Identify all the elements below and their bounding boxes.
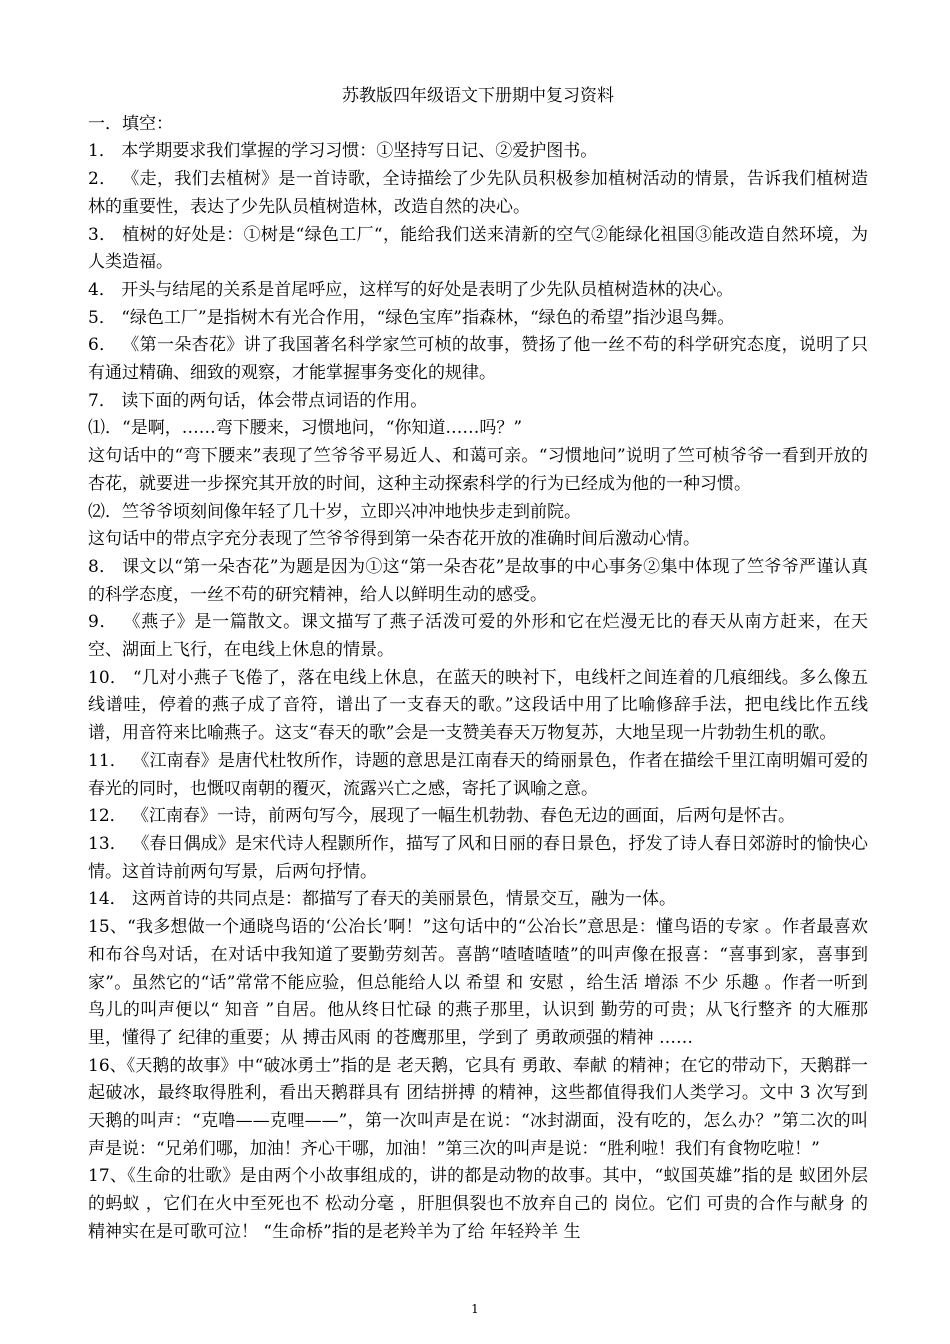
document-page	[88, 83, 868, 1247]
paragraph: 13． 《春日偶成》是宋代诗人程颢所作，描写了风和日丽的春日景色，抒发了诗人春日郊游时的愉快心情。这首诗前两句写景，后两句抒情。	[88, 833, 868, 882]
paragraph: 7． 读下面的两句话，体会带点词语的作用。	[88, 390, 428, 411]
paragraph: 4． 开头与结尾的关系是首尾呼应，这样写的好处是表明了少先队员植树造林的决心。	[88, 279, 734, 300]
section-heading: 一．填空：	[88, 113, 173, 134]
paragraph: 15、“我多想做一个通晓鸟语的‘公冶长’啊！”这句话中的“公冶长”意思是：懂鸟语的专家 。作者最喜欢和布谷鸟对话，在对话中我知道了要勤劳刻苦。喜鹊“喳喳喳喳”的叫声像在报喜：“喜事到家，喜事到家”。虽然它的“话”常常不能应验，但总能给人以 希望 和 安慰 ，给生活 增添 不少 乐趣 。作者一听到鸟儿的叫声便以“ 知音 ”自居。他从终日忙碌 的燕子那里，认识到 勤劳的可贵；从飞行整齐 的大雁那里，懂得了 纪律的重要；从 搏击风雨 的苍鹰那里，学到了 勇敢顽强的精神 ……	[88, 917, 868, 1048]
paragraph: 5． “绿色工厂”是指树木有光合作用，“绿色宝库”指森林，“绿色的希望”指沙退鸟舞。	[88, 307, 735, 328]
document-title: 苏教版四年级语文下册期中复习资料	[342, 86, 614, 106]
paragraph: 11． 《江南春》是唐代杜牧所作，诗题的意思是江南春天的绮丽景色，作者在描绘千里江南明媚可爱的春光的同时，也慨叹南朝的覆灭，流露兴亡之感，寄托了讽喻之意。	[88, 750, 868, 799]
paragraph: 14． 这两首诗的共同点是：都描写了春天的美丽景色，情景交互，融为一体。	[88, 889, 677, 910]
paragraph: 12． 《江南春》一诗，前两句写今，展现了一幅生机勃勃、春色无边的画面，后两句是怀古。	[88, 806, 796, 827]
paragraph: 16、《天鹅的故事》中“破冰勇士”指的是 老天鹅，它具有 勇敢、奉献 的精神；在它的带动下，天鹅群一起破冰，最终取得胜利，看出天鹅群具有 团结拼搏 的精神，这些都值得我们人类学习。文中 3 次写到天鹅的叫声：“克噜——克哩——”，第一次叫声是在说：“冰封湖面，没有吃的，怎么办？”第二次的叫声是说：“兄弟们哪，加油！齐心干哪，加油！”第三次的叫声是说：“胜利啦！我们有食物吃啦！”	[88, 1055, 868, 1159]
paragraph: 10． “几对小燕子飞倦了，落在电线上休息，在蓝天的映衬下，电线杆之间连着的几痕细线。多么像五线谱哇，停着的燕子成了音符，谱出了一支春天的歌。”这段话中用了比喻修辞手法，把电线比作五线谱，用音符来比喻燕子。这支“春天的歌”会是一支赞美春天万物复苏，大地呈现一片勃勃生机的歌。	[88, 667, 868, 744]
paragraph: 3． 植树的好处是：①树是“绿色工厂“，能给我们送来清新的空气②能绿化祖国③能改造自然环境，为人类造福。	[88, 224, 868, 273]
paragraph: 2． 《走，我们去植树》是一首诗歌，全诗描绘了少先队员积极参加植树活动的情景，告诉我们植树造林的重要性，表达了少先队员植树造林，改造自然的决心。	[88, 169, 868, 217]
paragraph: ⑴．“是啊，……弯下腰来，习惯地问，“你知道……吗？”	[88, 418, 523, 439]
paragraph: 这句话中的带点字充分表现了竺爷爷得到第一朵杏花开放的准确时间后激动心情。	[88, 529, 700, 550]
paragraph-list	[88, 138, 868, 1246]
paragraph: 这句话中的“弯下腰来”表现了竺爷爷平易近人、和蔼可亲。“习惯地问”说明了竺可桢爷爷一看到开放的杏花，就要进一步探究其开放的时间，这种主动探索科学的行为已经成为他的一种习惯。	[88, 446, 868, 494]
paragraph: 6． 《第一朵杏花》讲了我国著名科学家竺可桢的故事，赞扬了他一丝不苟的科学研究态度，说明了只有通过精确、细致的观察，才能掌握事务变化的规律。	[88, 335, 868, 384]
paragraph: 1． 本学期要求我们掌握的学习习惯：①坚持写日记、②爱护图书。	[88, 141, 598, 162]
paragraph: 9． 《燕子》是一篇散文。课文描写了燕子活泼可爱的外形和它在烂漫无比的春天从南方赶来，在天空、湖面上飞行，在电线上休息的情景。	[88, 612, 868, 661]
page-number: 1	[471, 1302, 479, 1316]
paragraph: ⑵．竺爷爷顷刻间像年轻了几十岁，立即兴冲冲地快步走到前院。	[88, 501, 581, 522]
paragraph: 17、《生命的壮歌》是由两个小故事组成的，讲的都是动物的故事。其中，“蚁国英雄”指的是 蚁团外层的蚂蚁 ，它们在火中至死也不 松动分毫 ，肝胆俱裂也不放弃自己的 岗位。它们 可贵的合作与献身 的精神实在是可歌可泣！ “生命桥”指的是老羚羊为了给 年轻羚羊 生	[88, 1166, 868, 1242]
paragraph: 8． 课文以“第一朵杏花”为题是因为①这“第一朵杏花”是故事的中心事务②集中体现了竺爷爷严谨认真的科学态度，一丝不苟的研究精神，给人以鲜明生动的感受。	[88, 556, 868, 605]
